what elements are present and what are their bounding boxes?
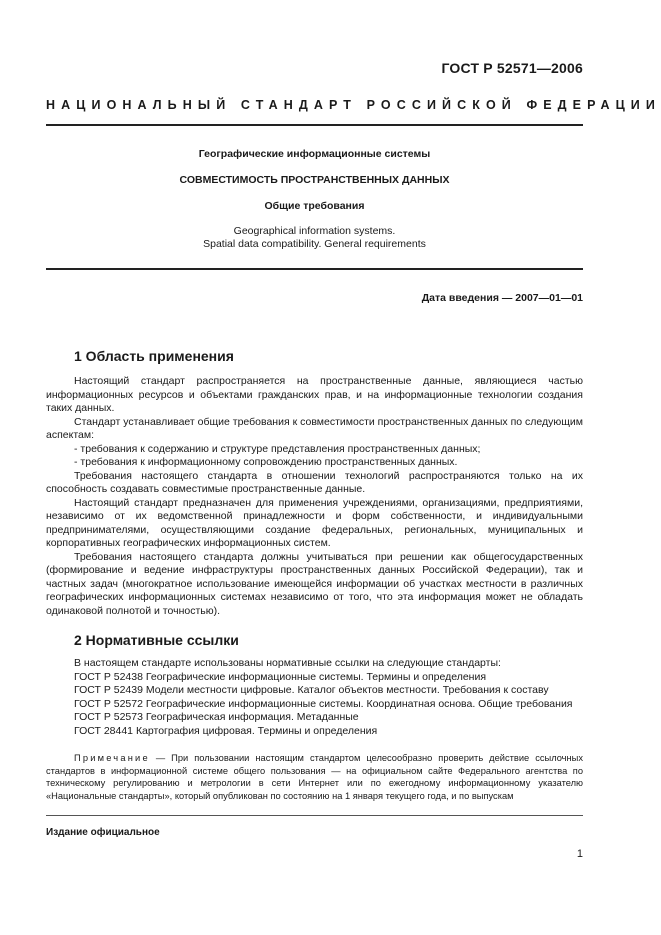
section-1-body (46, 375, 583, 618)
page-number: 1 (576, 848, 583, 860)
note-paragraph (46, 752, 583, 802)
reference-item: ГОСТ Р 52572 Географические информационные системы. Координатная основа. Общие требования (74, 697, 573, 710)
section-1-title: 1 Область применения (74, 348, 234, 364)
paragraph: Требования настоящего стандарта в отношении технологий распространяются только на их способность создавать совместимые пространственные данные. (46, 469, 583, 495)
section-2-title: 2 Нормативные ссылки (74, 632, 239, 648)
footer-rule (46, 815, 583, 816)
reference-item: ГОСТ Р 52573 Географическая информация. Метаданные (74, 711, 359, 723)
paragraph: В настоящем стандарте использованы нормативные ссылки на следующие стандарты: (74, 657, 501, 669)
introduction-date: Дата введения — 2007—01—01 (421, 292, 583, 304)
note-label: Примечание (74, 753, 150, 763)
edition-label: Издание официальное (46, 827, 160, 838)
note (46, 752, 583, 802)
english-title-line1: Geographical information systems. (233, 225, 396, 237)
national-standard-heading: НАЦИОНАЛЬНЫЙ СТАНДАРТ РОССИЙСКОЙ ФЕДЕРАЦИИ (46, 98, 661, 112)
document-code: ГОСТ Р 52571—2006 (441, 60, 583, 76)
category-title: Географические информационные системы (198, 148, 431, 160)
section-2-body (46, 657, 583, 738)
paragraph: Настоящий стандарт распространяется на пространственные данные, являющиеся частью информационных ресурсов и объектами гражданских прав, и на информационные технологии создания таких данных. (46, 375, 583, 414)
bottom-rule (46, 268, 583, 270)
reference-item: ГОСТ Р 52439 Модели местности цифровые. Каталог объектов местности. Требования к составу (74, 684, 549, 696)
reference-item: ГОСТ Р 52438 Географические информационные системы. Термины и определения (74, 670, 487, 683)
list-item: - требования к информационному сопровождению пространственных данных. (74, 456, 458, 468)
list-item: - требования к содержанию и структуре представления пространственных данных; (74, 442, 481, 455)
top-rule (46, 124, 583, 126)
reference-item: ГОСТ 28441 Картография цифровая. Термины и определения (74, 724, 378, 737)
english-title-line2: Spatial data compatibility. General requirements (203, 238, 426, 250)
paragraph: Требования настоящего стандарта должны учитываться при решении как общегосударственных (формирование и ведение инфраструктуры пространственных данных Российской Федерации), так и частных задач (многократное использование имеющейся информации об участках местности в различных географических информационных системах независимо от того, что эта информация может не обладать одинаковой полнотой и точностью). (46, 550, 583, 617)
subtitle: Общие требования (264, 200, 365, 212)
paragraph: Настоящий стандарт предназначен для применения учреждениями, организациями, предприятиями, независимо от их ведомственной принадлежности и форм собственности, и индивидуальными предпринимателями, осуществляющими создание федеральных, региональных, муниципальных и корпоративных географических информационных систем. (46, 496, 583, 549)
main-title: СОВМЕСТИМОСТЬ ПРОСТРАНСТВЕННЫХ ДАННЫХ (179, 174, 450, 186)
note-text: — При пользовании настоящим стандартом целесообразно проверить действие ссылочных стандартов в информационной системе общего пользования — на официальном сайте Федерального агентства по техническому регулированию и метрологии в сети Интернет или по ежегодному информационному указателю «Национальные стандарты», который опубликован по состоянию на 1 января текущего года, и по выпускам (46, 753, 583, 801)
paragraph: Стандарт устанавливает общие требования к совместимости пространственных данных по следующим аспектам: (46, 415, 583, 441)
